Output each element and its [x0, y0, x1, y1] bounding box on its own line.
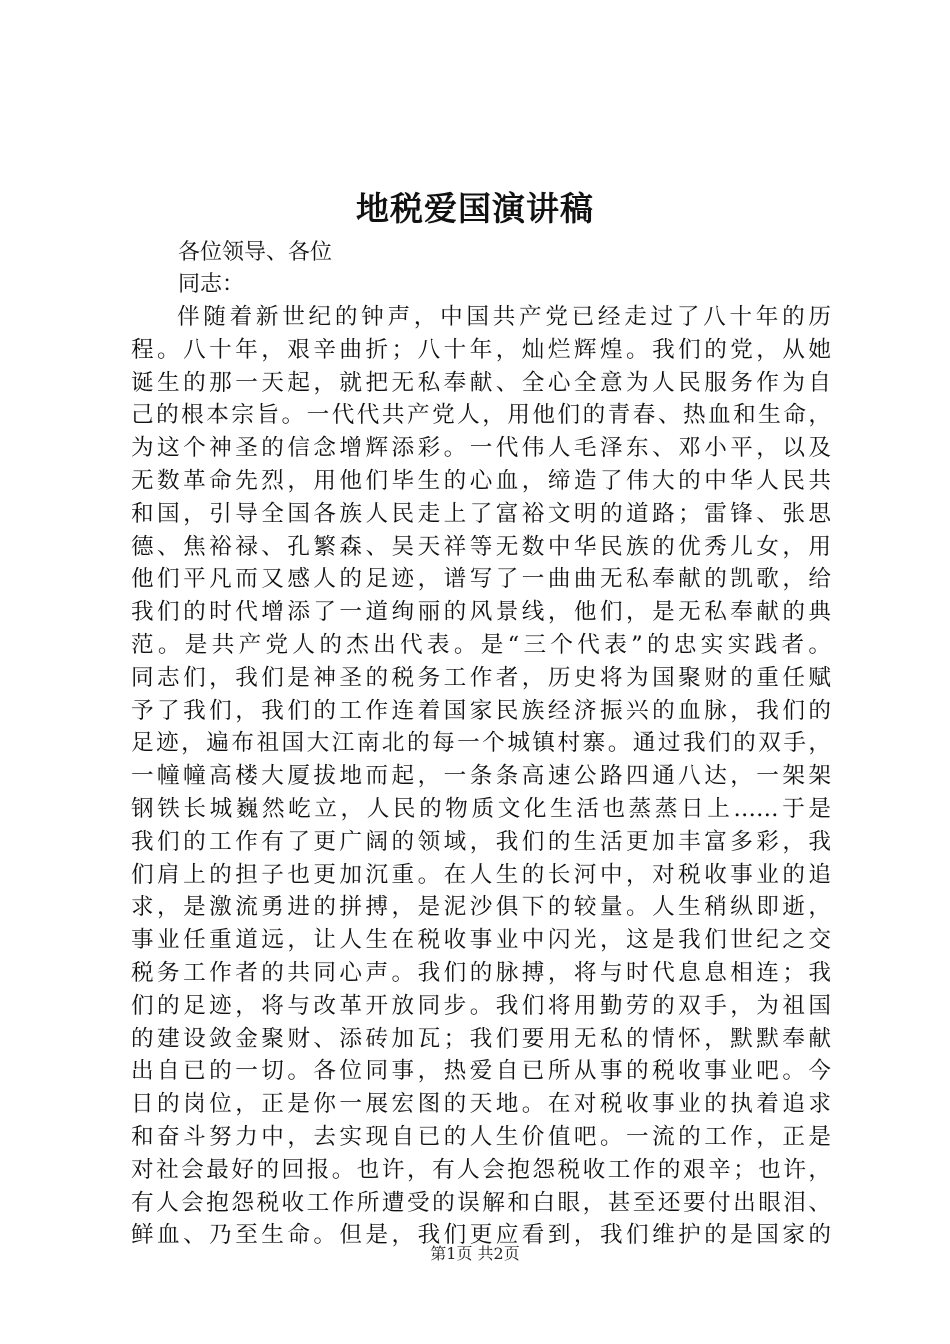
body-line: 钢铁长城巍然屹立，人民的物质文化生活也蒸蒸日上……于是: [131, 795, 831, 822]
body-line: 足迹，遍布祖国大江南北的每一个城镇村寨。通过我们的双手，: [131, 730, 831, 757]
body-line: 和国，引导全国各族人民走上了富裕文明的道路；雷锋、张思: [131, 500, 831, 527]
salutation-line-2: 同志：: [178, 272, 245, 297]
body-line: 有人会抱怨税收工作所遭受的误解和白眼，甚至还要付出眼泪、: [131, 1189, 831, 1216]
body-line: 德、焦裕禄、孔繁森、吴天祥等无数中华民族的优秀儿女，用: [131, 533, 831, 560]
body-line: 一幢幢高楼大厦拔地而起，一条条高速公路四通八达，一架架: [131, 763, 831, 790]
document-title: 地税爱国演讲稿: [356, 189, 594, 228]
body-line: 范。是共产党人的杰出代表。是“三个代表”的忠实实践者。: [131, 631, 831, 658]
body-line: 他们平凡而又感人的足迹，谱写了一曲曲无私奉献的凯歌，给: [131, 566, 831, 593]
body-line: 诞生的那一天起，就把无私奉献、全心全意为人民服务作为自: [131, 369, 831, 396]
body-line: 求，是激流勇进的拼搏，是泥沙俱下的较量。人生稍纵即逝，: [131, 894, 831, 921]
body-line: 同志们，我们是神圣的税务工作者，历史将为国聚财的重任赋: [131, 664, 831, 691]
body-line: 伴随着新世纪的钟声，中国共产党已经走过了八十年的历: [177, 304, 831, 330]
salutation-line-1: 各位领导、各位: [178, 240, 333, 265]
body-line: 们的足迹，将与改革开放同步。我们将用勤劳的双手，为祖国: [131, 992, 831, 1019]
body-line: 予了我们，我们的工作连着国家民族经济振兴的血脉，我们的: [131, 697, 831, 724]
body-line: 程。八十年，艰辛曲折；八十年，灿烂辉煌。我们的党，从她: [131, 336, 831, 363]
body-line: 对社会最好的回报。也许，有人会抱怨税收工作的艰辛；也许，: [131, 1156, 831, 1183]
body-line: 为这个神圣的信念增辉添彩。一代伟人毛泽东、邓小平，以及: [131, 435, 831, 462]
speech-body: [131, 301, 831, 1252]
body-line: 无数革命先烈，用他们毕生的心血，缔造了伟大的中华人民共: [131, 467, 831, 494]
body-line: 鲜血、乃至生命。但是，我们更应看到，我们维护的是国家的: [131, 1222, 831, 1249]
body-line: 我们的工作有了更广阔的领域，我们的生活更加丰富多彩，我: [131, 828, 831, 855]
body-line: 税务工作者的共同心声。我们的脉搏，将与时代息息相连；我: [131, 959, 831, 986]
body-line: 的建设敛金聚财、添砖加瓦；我们要用无私的情怀，默默奉献: [131, 1025, 831, 1052]
page-footer: 第1页 共2页: [430, 1244, 520, 1263]
body-line: 和奋斗努力中，去实现自已的人生价值吧。一流的工作，正是: [131, 1123, 831, 1150]
body-line: 日的岗位，正是你一展宏图的天地。在对税收事业的执着追求: [131, 1091, 831, 1118]
body-line: 事业任重道远，让人生在税收事业中闪光，这是我们世纪之交: [131, 927, 831, 954]
body-line: 们肩上的担子也更加沉重。在人生的长河中，对税收事业的追: [131, 861, 831, 888]
body-line: 我们的时代增添了一道绚丽的风景线，他们，是无私奉献的典: [131, 599, 831, 626]
body-line: 出自已的一切。各位同事，热爱自已所从事的税收事业吧。今: [131, 1058, 831, 1085]
body-line: 己的根本宗旨。一代代共产党人，用他们的青春、热血和生命，: [131, 402, 831, 429]
